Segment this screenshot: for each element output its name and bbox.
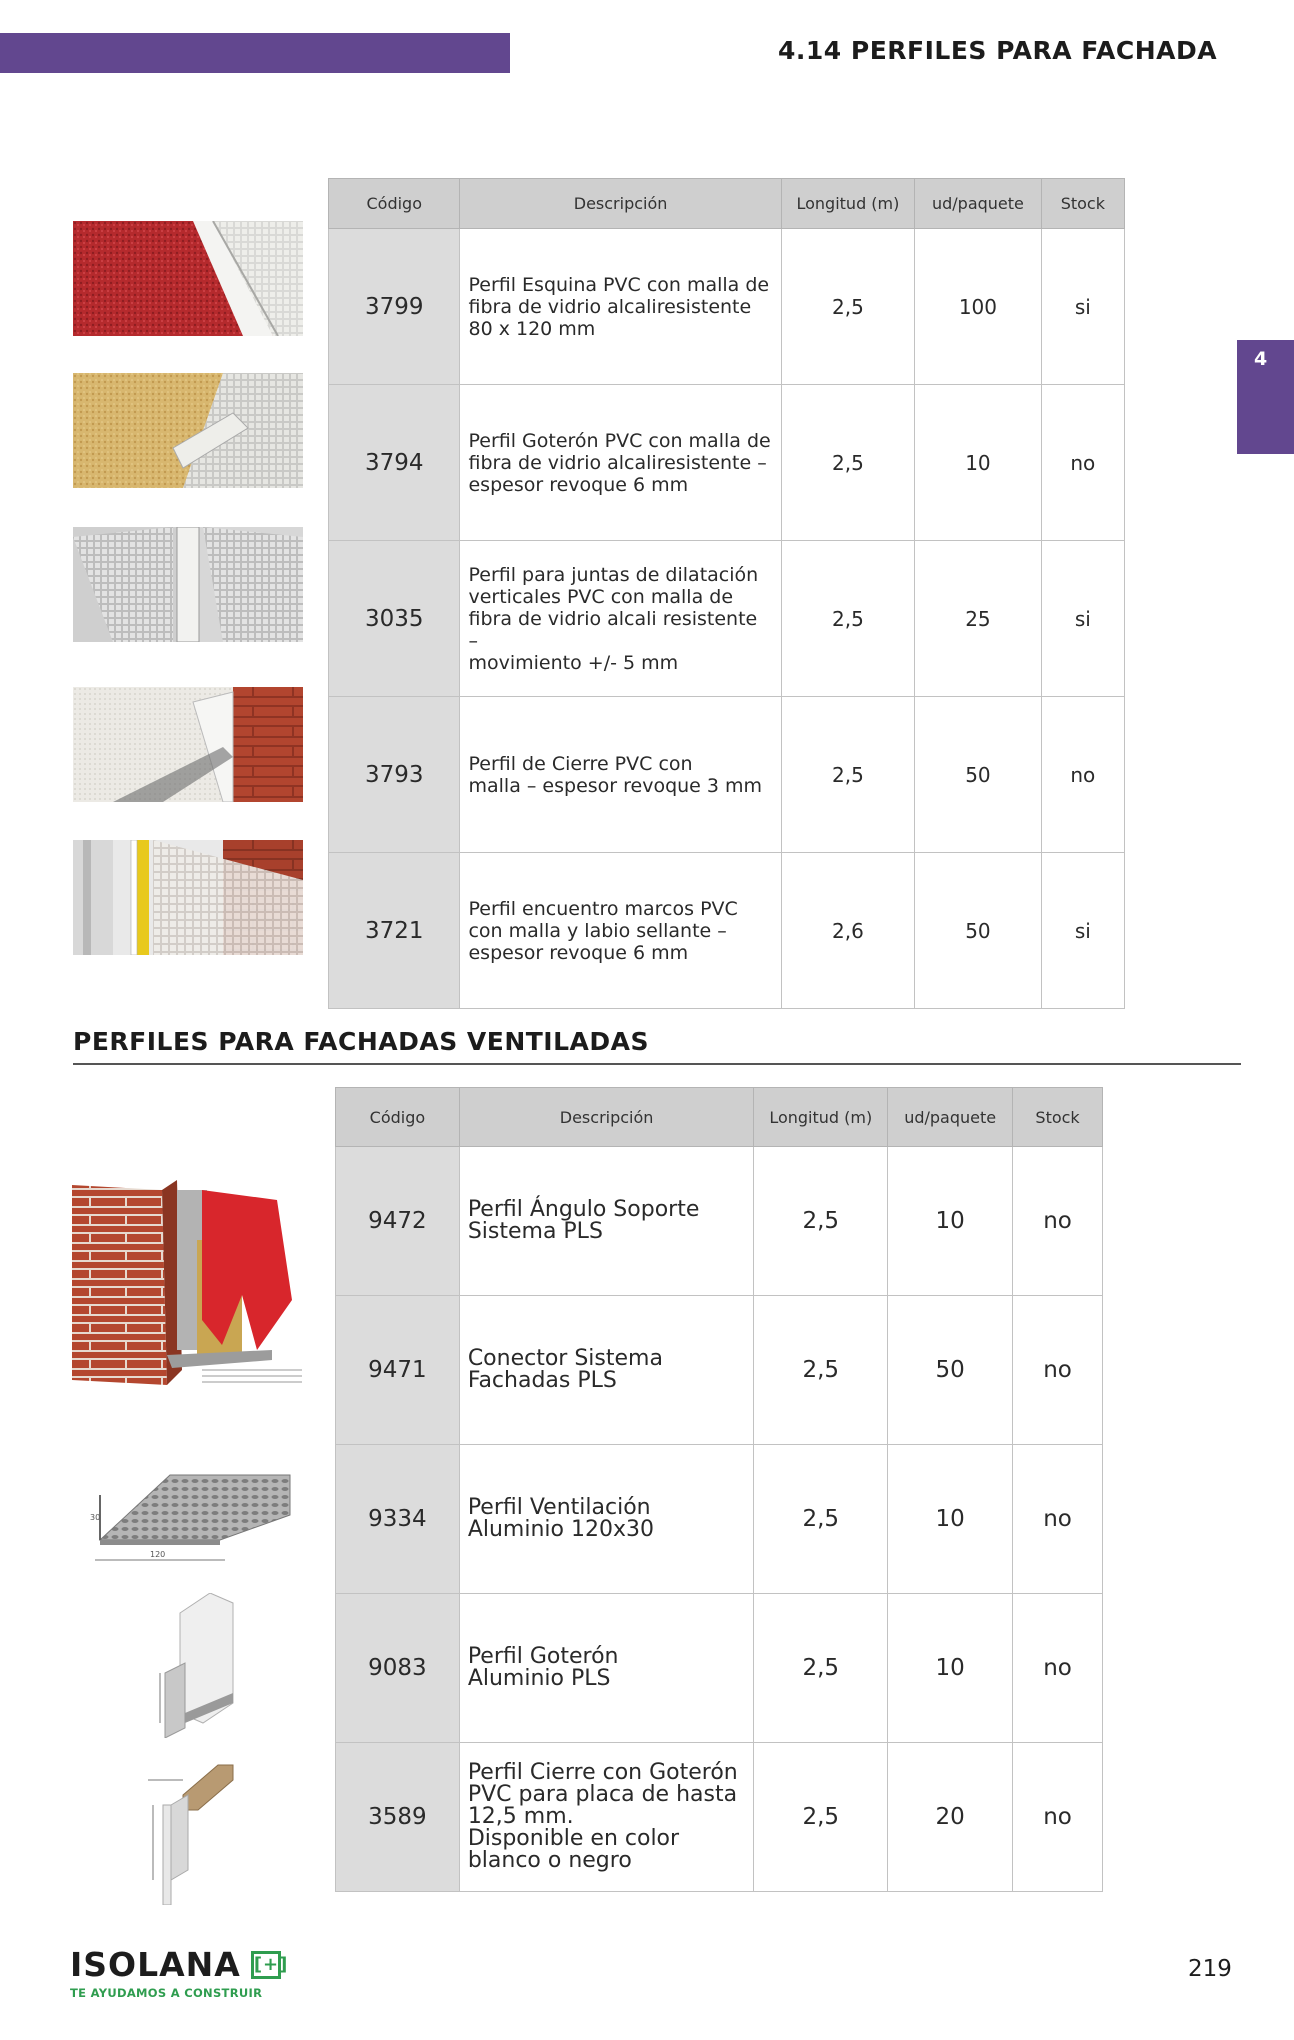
- description-line: Perfil Esquina PVC con malla de: [468, 273, 770, 296]
- table-row: [329, 853, 1125, 1009]
- column-header-length: Longitud (m): [781, 179, 915, 229]
- description-line: Fachadas PLS: [467, 1368, 617, 1393]
- expansion-joint-profile-icon: [73, 527, 303, 642]
- ventilation-height-label: 30: [90, 1513, 101, 1522]
- description-line: Perfil de Cierre PVC con: [468, 752, 693, 775]
- top-accent-bar: [0, 33, 510, 73]
- product-units-per-pack: 25: [915, 541, 1041, 697]
- column-header-description: Descripción: [459, 1088, 754, 1147]
- table-row: [329, 229, 1125, 385]
- logo-badge-icon: [+]: [251, 1951, 281, 1979]
- product-units-per-pack: 50: [915, 697, 1041, 853]
- product-code: 3721: [329, 853, 460, 1009]
- product-code: 9334: [336, 1445, 460, 1594]
- product-stock: no: [1013, 1743, 1103, 1892]
- product-stock: no: [1013, 1594, 1103, 1743]
- product-stock: si: [1041, 229, 1124, 385]
- description-line: malla – espesor revoque 3 mm: [468, 774, 763, 797]
- closing-profile-brick-icon: [73, 687, 303, 802]
- product-units-per-pack: 10: [915, 385, 1041, 541]
- product-stock: no: [1013, 1147, 1103, 1296]
- product-description: [460, 229, 781, 385]
- product-code: 3799: [329, 229, 460, 385]
- product-units-per-pack: 10: [888, 1147, 1013, 1296]
- product-length: 2,5: [754, 1296, 888, 1445]
- drip-profile-drawing-icon: [155, 1593, 235, 1738]
- product-units-per-pack: 20: [888, 1743, 1013, 1892]
- column-header-stock: Stock: [1041, 179, 1124, 229]
- column-header-code: Código: [329, 179, 460, 229]
- table-row: [336, 1594, 1103, 1743]
- product-description: [460, 541, 781, 697]
- description-line: Perfil Goterón PVC con malla de: [468, 429, 771, 452]
- product-stock: no: [1041, 697, 1124, 853]
- logo-text: ISOLANA: [70, 1945, 241, 1984]
- description-line: verticales PVC con malla de: [468, 585, 734, 608]
- product-description: [460, 853, 781, 1009]
- product-length: 2,5: [781, 229, 915, 385]
- table-header-row: [329, 179, 1125, 229]
- description-line: Perfil Ángulo Soporte: [467, 1197, 700, 1222]
- description-line: Perfil Ventilación: [467, 1495, 651, 1520]
- description-line: fibra de vidrio alcali resistente –: [468, 607, 758, 652]
- brand-logo: [70, 1945, 289, 2000]
- product-code: 3589: [336, 1743, 460, 1892]
- description-line: Sistema PLS: [467, 1219, 603, 1244]
- product-length: 2,5: [781, 541, 915, 697]
- description-line: Perfil Goterón: [467, 1644, 619, 1669]
- product-length: 2,5: [754, 1445, 888, 1594]
- product-units-per-pack: 100: [915, 229, 1041, 385]
- ventilation-profile-drawing-icon: [90, 1445, 296, 1565]
- product-code: 9083: [336, 1594, 460, 1743]
- table-row: [336, 1743, 1103, 1892]
- product-description: [459, 1296, 754, 1445]
- table-row: [336, 1296, 1103, 1445]
- product-stock: no: [1013, 1445, 1103, 1594]
- ventilated-facade-profiles-table: [335, 1087, 1103, 1892]
- description-line: 12,5 mm.: [467, 1804, 574, 1829]
- description-line: fibra de vidrio alcaliresistente: [468, 295, 752, 318]
- product-code: 9472: [336, 1147, 460, 1296]
- column-header-length: Longitud (m): [754, 1088, 888, 1147]
- description-line: Perfil Cierre con Goterón: [467, 1760, 738, 1785]
- column-header-units: ud/paquete: [915, 179, 1041, 229]
- description-line: Disponible en color: [467, 1826, 680, 1851]
- product-code: 3793: [329, 697, 460, 853]
- corner-profile-red-render-icon: [73, 221, 303, 336]
- product-units-per-pack: 50: [915, 853, 1041, 1009]
- product-stock: si: [1041, 853, 1124, 1009]
- table-row: [329, 697, 1125, 853]
- product-code: 3035: [329, 541, 460, 697]
- table-row: [329, 541, 1125, 697]
- description-line: PVC para placa de hasta: [467, 1782, 738, 1807]
- description-line: fibra de vidrio alcaliresistente –: [468, 451, 767, 474]
- product-description: [459, 1743, 754, 1892]
- product-length: 2,5: [754, 1147, 888, 1296]
- description-line: Perfil encuentro marcos PVC: [468, 897, 738, 920]
- page-number: 219: [1188, 1956, 1232, 1982]
- product-length: 2,6: [781, 853, 915, 1009]
- ventilated-facade-system-icon: [72, 1180, 304, 1385]
- table-row: [336, 1445, 1103, 1594]
- table-row: [329, 385, 1125, 541]
- chapter-tab-number: 4: [1254, 348, 1268, 370]
- ventilation-width-label: 120: [150, 1550, 166, 1559]
- description-line: Conector Sistema: [467, 1346, 663, 1371]
- product-code: 9471: [336, 1296, 460, 1445]
- description-line: movimiento +/- 5 mm: [468, 651, 679, 674]
- product-description: [460, 385, 781, 541]
- column-header-stock: Stock: [1013, 1088, 1103, 1147]
- page-title: 4.14 PERFILES PARA FACHADA: [778, 36, 1218, 65]
- section-heading: PERFILES PARA FACHADAS VENTILADAS: [73, 1027, 649, 1056]
- product-description: [459, 1445, 754, 1594]
- product-description: [459, 1594, 754, 1743]
- logo-wordmark: [70, 1945, 289, 1984]
- description-line: 80 x 120 mm: [468, 317, 596, 340]
- description-line: Aluminio 120x30: [467, 1517, 654, 1542]
- product-length: 2,5: [781, 697, 915, 853]
- description-line: Aluminio PLS: [467, 1666, 611, 1691]
- product-units-per-pack: 50: [888, 1296, 1013, 1445]
- column-header-description: Descripción: [460, 179, 781, 229]
- description-line: con malla y labio sellante –: [468, 919, 727, 942]
- product-units-per-pack: 10: [888, 1445, 1013, 1594]
- facade-profiles-table: [328, 178, 1125, 1009]
- column-header-code: Código: [336, 1088, 460, 1147]
- closing-drip-profile-drawing-icon: [143, 1760, 235, 1905]
- description-line: espesor revoque 6 mm: [468, 941, 689, 964]
- frame-junction-profile-icon: [73, 840, 303, 955]
- drip-profile-beige-render-icon: [73, 373, 303, 488]
- product-stock: si: [1041, 541, 1124, 697]
- product-length: 2,5: [754, 1594, 888, 1743]
- product-code: 3794: [329, 385, 460, 541]
- section-divider: [73, 1063, 1241, 1065]
- table-row: [336, 1147, 1103, 1296]
- product-stock: no: [1013, 1296, 1103, 1445]
- product-length: 2,5: [781, 385, 915, 541]
- product-description: [459, 1147, 754, 1296]
- logo-tagline: TE AYUDAMOS A CONSTRUIR: [70, 1986, 263, 2000]
- description-line: Perfil para juntas de dilatación: [468, 563, 759, 586]
- product-length: 2,5: [754, 1743, 888, 1892]
- product-description: [460, 697, 781, 853]
- product-stock: no: [1041, 385, 1124, 541]
- table-header-row: [336, 1088, 1103, 1147]
- product-units-per-pack: 10: [888, 1594, 1013, 1743]
- column-header-units: ud/paquete: [888, 1088, 1013, 1147]
- description-line: blanco o negro: [467, 1848, 632, 1873]
- chapter-tab: [1237, 340, 1294, 454]
- description-line: espesor revoque 6 mm: [468, 473, 689, 496]
